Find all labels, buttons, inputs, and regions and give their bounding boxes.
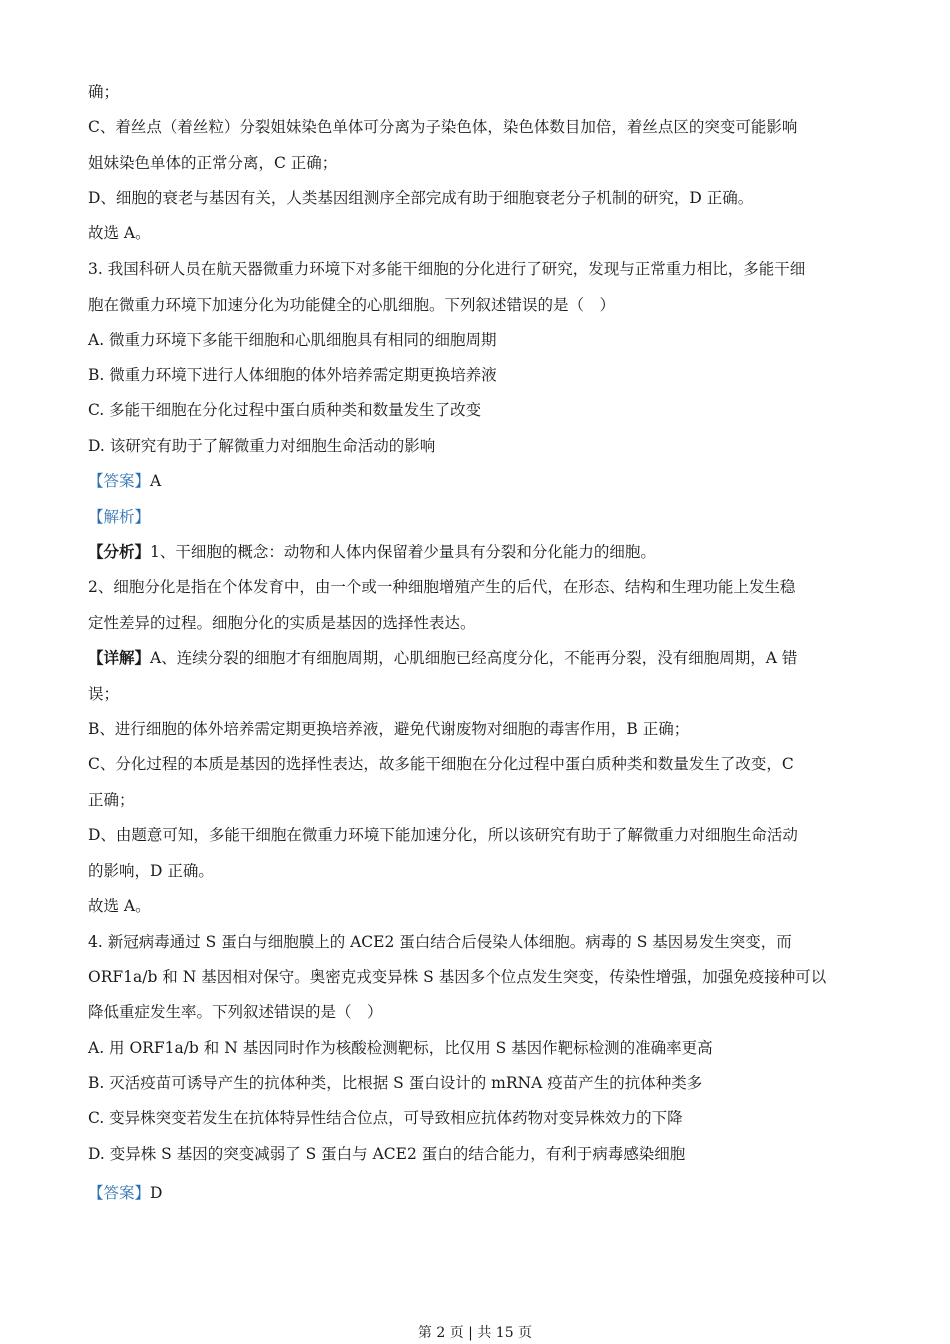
question-4-stem: 4. 新冠病毒通过 S 蛋白与细胞膜上的 ACE2 蛋白结合后侵染人体细胞。病毒的 S 基因易发生突变，而 xyxy=(88,933,792,951)
text-line: D、由题意可知，多能干细胞在微重力环境下能加速分化，所以该研究有助于了解微重力对细胞生命活动 xyxy=(88,826,798,844)
option-d: D. 变异株 S 基因的突变减弱了 S 蛋白与 ACE2 蛋白的结合能力，有利于病毒感染细胞 xyxy=(88,1145,686,1163)
text-line: 定性差异的过程。细胞分化的实质是基因的选择性表达。 xyxy=(88,614,476,632)
text-line: 姐妹染色单体的正常分离，C 正确； xyxy=(88,154,338,172)
text-line: 正确； xyxy=(88,791,135,809)
xiangjie-line: 【详解】A、连续分裂的细胞才有细胞周期，心肌细胞已经高度分化，不能再分裂，没有细胞周期，A 错 xyxy=(88,648,798,667)
option-a: A. 用 ORF1a/b 和 N 基因同时作为核酸检测靶标，比仅用 S 基因作靶标检测的准确率更高 xyxy=(88,1039,713,1057)
page-footer: 第 2 页 | 共 15 页 xyxy=(417,1325,533,1341)
text-line: 误； xyxy=(88,685,120,703)
question-4-stem: ORF1a/b 和 N 基因相对保守。奥密克戎变异株 S 基因多个位点发生突变，传染性增强，加强免疫接种可以 xyxy=(88,968,827,986)
question-4-stem: 降低重症发生率。下列叙述错误的是（ ） xyxy=(88,1003,383,1021)
text-line: 的影响，D 正确。 xyxy=(88,862,214,880)
text-line: B、进行细胞的体外培养需定期更换培养液，避免代谢废物对细胞的毒害作用，B 正确； xyxy=(88,720,690,738)
option-b: B. 微重力环境下进行人体细胞的体外培养需定期更换培养液 xyxy=(88,366,497,384)
text-line: 故选 A。 xyxy=(88,224,151,242)
answer-value: D xyxy=(150,1184,163,1202)
analysis-line xyxy=(88,507,868,527)
option-d: D. 该研究有助于了解微重力对细胞生命活动的影响 xyxy=(88,437,436,455)
text-line: 2、细胞分化是指在个体发育中，由一个或一种细胞增殖产生的后代，在形态、结构和生理功能上发生稳 xyxy=(88,578,796,596)
text-line: 故选 A。 xyxy=(88,897,151,915)
text-line: 确； xyxy=(88,83,120,101)
question-3-stem: 3. 我国科研人员在航天器微重力环境下对多能干细胞的分化进行了研究，发现与正常重力相比，多能干细 xyxy=(88,260,806,278)
option-c: C. 多能干细胞在分化过程中蛋白质种类和数量发生了改变 xyxy=(88,401,482,419)
xiangjie-tag: 【详解】 xyxy=(88,648,151,667)
option-a: A. 微重力环境下多能干细胞和心肌细胞具有相同的细胞周期 xyxy=(88,331,497,349)
option-b: B. 灭活疫苗可诱导产生的抗体种类，比根据 S 蛋白设计的 mRNA 疫苗产生的抗体种类多 xyxy=(88,1074,703,1092)
analysis-tag: 【解析】 xyxy=(88,508,151,526)
answer-value: A xyxy=(150,472,162,490)
option-c: C. 变异株突变若发生在抗体特异性结合位点，可导致相应抗体药物对变异株效力的下降 xyxy=(88,1109,683,1127)
answer-line xyxy=(88,1183,868,1203)
text-line: D、细胞的衰老与基因有关，人类基因组测序全部完成有助于细胞衰老分子机制的研究，D 正确。 xyxy=(88,189,754,207)
question-3-stem: 胞在微重力环境下加速分化为功能健全的心肌细胞。下列叙述错误的是（ ） xyxy=(88,296,616,314)
text-line: C、分化过程的本质是基因的选择性表达，故多能干细胞在分化过程中蛋白质种类和数量发生了改变，C xyxy=(88,755,794,773)
answer-tag: 【答案】 xyxy=(88,1184,151,1202)
answer-line xyxy=(88,471,868,491)
text-line: C、着丝点（着丝粒）分裂姐妹染色单体可分离为子染色体，染色体数目加倍，着丝点区的突变可能影响 xyxy=(88,118,798,136)
fenxi-tag: 【分析】 xyxy=(88,542,151,561)
fenxi-line: 【分析】1、干细胞的概念：动物和人体内保留着少量具有分裂和分化能力的细胞。 xyxy=(88,542,656,561)
answer-tag: 【答案】 xyxy=(88,472,151,490)
